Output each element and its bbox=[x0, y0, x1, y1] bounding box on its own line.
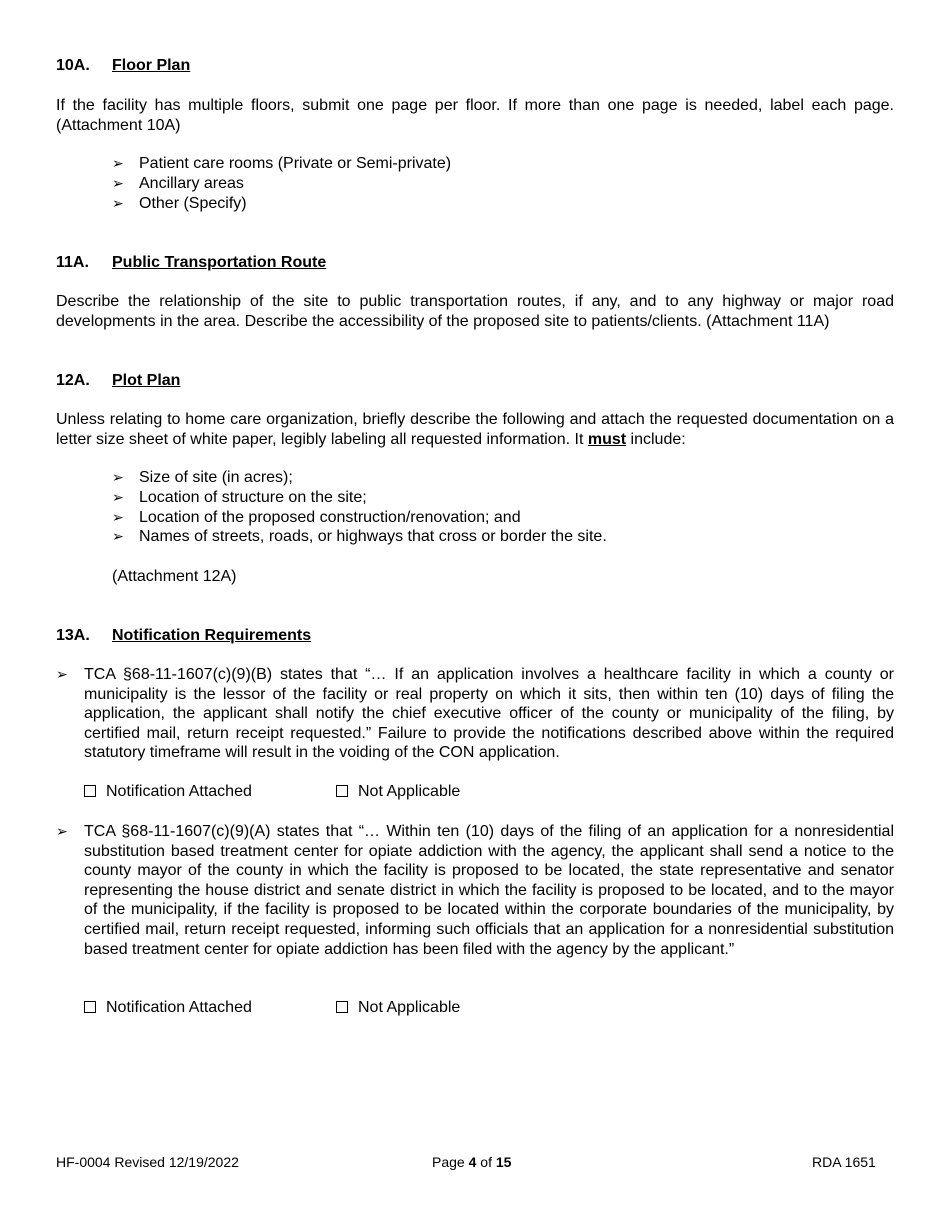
list-item: ➢ Location of the proposed construction/renovation; and bbox=[112, 508, 521, 526]
arrow-bullet-icon: ➢ bbox=[112, 488, 124, 505]
notification-item-2 bbox=[56, 822, 894, 959]
list-item: ➢ Names of streets, roads, or highways that cross or border the site. bbox=[112, 528, 607, 546]
arrow-bullet-icon: ➢ bbox=[112, 155, 124, 171]
notification-item-1 bbox=[56, 665, 894, 763]
section-number: 11A. bbox=[56, 254, 89, 271]
option-not-applicable[interactable]: Not Applicable bbox=[336, 998, 460, 1018]
list-item: ➢ Location of structure on the site; bbox=[112, 488, 367, 506]
section-12a-heading bbox=[56, 371, 180, 391]
emphasis-must: must bbox=[587, 430, 627, 448]
notification-item-text: TCA §68-11-1607(c)(9)(A) states that “… Within ten (10) days of the filing of an application for a nonresidential substitution based treatment center for opiate addiction with the agency, the applicant shall send a notice to the county mayor of the county in which the facility is proposed to be located, the state representative and senator representing the house district and senate district in which the facility is proposed to be located, and to the mayor of the municipality, if the facility is proposed to be located within the corporate boundaries of the municipality, by certified mail, return receipt requested, informing such officials that an application for a nonresidential substitution based treatment center for opiate addiction has been filed with the agency by the applicant.” bbox=[84, 823, 894, 958]
arrow-bullet-icon: ➢ bbox=[112, 528, 124, 545]
checkbox-icon[interactable] bbox=[84, 1001, 96, 1013]
notification-options-2 bbox=[84, 998, 461, 1018]
section-11a-heading bbox=[56, 253, 326, 273]
arrow-bullet-icon: ➢ bbox=[56, 666, 68, 682]
section-title: Plot Plan bbox=[112, 372, 181, 389]
arrow-bullet-icon: ➢ bbox=[112, 508, 124, 525]
arrow-bullet-icon: ➢ bbox=[56, 823, 68, 839]
floor-plan-list bbox=[112, 154, 451, 213]
plot-plan-text: Unless relating to home care organization, briefly describe the following and attach the requested documentation on a letter size sheet of white paper, legibly labeling all requested information. It must include: bbox=[56, 411, 894, 448]
section-number: 10A. bbox=[56, 57, 90, 74]
checkbox-icon[interactable] bbox=[336, 785, 348, 797]
footer-page-number: Page 4 of 15 bbox=[432, 1154, 512, 1170]
option-not-applicable[interactable]: Not Applicable bbox=[336, 782, 460, 802]
list-item: ➢ Patient care rooms (Private or Semi-private) bbox=[112, 155, 452, 172]
section-number: 13A. bbox=[56, 627, 90, 644]
option-notification-attached[interactable]: Notification Attached bbox=[84, 998, 252, 1018]
arrow-bullet-icon: ➢ bbox=[112, 174, 124, 191]
section-title: Notification Requirements bbox=[112, 627, 312, 644]
notification-item-text: TCA §68-11-1607(c)(9)(B) states that “… If an application involves a healthcare facility in which a county or municipality is the lessor of the facility or real property on which it sits, then within ten (10) days of filing the application, the applicant shall notify the chief executive officer of the county or municipality of the filing, by certified mail, return receipt requested.” Failure to provide the notifications described above within the required statutory timeframe will result in the voiding of the CON application. bbox=[84, 666, 894, 762]
arrow-bullet-icon: ➢ bbox=[112, 469, 124, 485]
arrow-bullet-icon: ➢ bbox=[112, 194, 124, 211]
plot-plan-attachment: (Attachment 12A) bbox=[112, 568, 237, 585]
section-title: Public Transportation Route bbox=[112, 254, 327, 271]
notification-options-1 bbox=[84, 782, 461, 802]
footer-form-id: HF-0004 Revised 12/19/2022 bbox=[56, 1154, 239, 1170]
section-number: 12A. bbox=[56, 372, 90, 389]
checkbox-icon[interactable] bbox=[336, 1001, 348, 1013]
list-item: ➢ Size of site (in acres); bbox=[112, 469, 293, 486]
list-item: ➢ Other (Specify) bbox=[112, 194, 247, 212]
section-10a-heading bbox=[56, 56, 190, 76]
option-notification-attached[interactable]: Notification Attached bbox=[84, 782, 252, 802]
transportation-text: Describe the relationship of the site to public transportation routes, if any, and to any highway or major road developments in the area. Describe the accessibility of the proposed site to patients/clients. (Attachment 11A) bbox=[56, 293, 894, 330]
checkbox-icon[interactable] bbox=[84, 785, 96, 797]
section-title: Floor Plan bbox=[112, 57, 191, 74]
list-item: ➢ Ancillary areas bbox=[112, 174, 244, 192]
floor-plan-text: If the facility has multiple floors, submit one page per floor. If more than one page is needed, label each page. (Attachment 10A) bbox=[56, 97, 894, 134]
section-13a-heading bbox=[56, 626, 311, 646]
footer-rda: RDA 1651 bbox=[812, 1154, 876, 1170]
plot-plan-list bbox=[112, 468, 607, 547]
